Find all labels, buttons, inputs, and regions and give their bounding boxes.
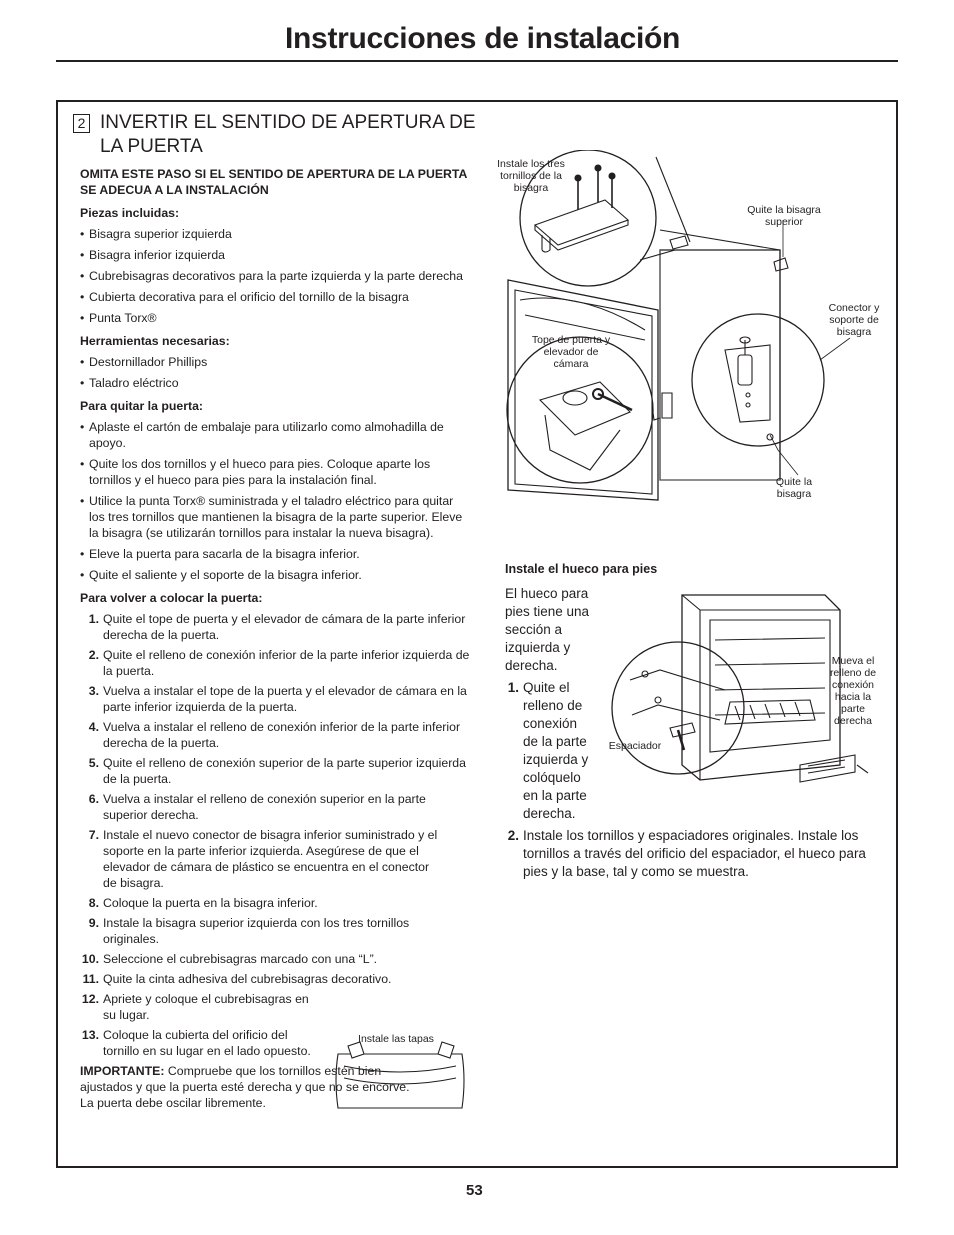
list-item: • Taladro eléctrico xyxy=(80,375,472,391)
step-number: 1. xyxy=(507,680,519,695)
caption-spacer: Espaciador xyxy=(608,740,662,752)
step-text: Coloque la cubierta del orificio del tornillo en su lugar en el lado opuesto. xyxy=(103,1028,311,1058)
caption-install-screws: Instale los tres tornillos de la bisagra xyxy=(497,158,565,194)
list-item xyxy=(80,791,472,823)
list-item xyxy=(80,647,472,679)
list-item xyxy=(80,755,472,787)
list-item: • Punta Torx® xyxy=(80,310,472,326)
step-text: Vuelva a instalar el relleno de conexión superior en la parte superior derecha. xyxy=(103,792,426,822)
step-text: Quite el relleno de conexión superior de la parte superior izquierda de la puerta. xyxy=(103,756,466,786)
list-item: • Aplaste el cartón de embalaje para utilizarlo como almohadilla de apoyo. xyxy=(80,419,472,451)
step-text: Quite el relleno de conexión de la parte izquierda y colóquelo en la parte derecha. xyxy=(523,680,589,821)
step-text: Quite el tope de puerta y el elevador de cámara de la parte inferior derecha de la puerta. xyxy=(103,612,466,642)
list-item: • Quite el saliente y el soporte de la bisagra inferior. xyxy=(80,567,472,583)
caption-remove-hinge: Quite la bisagra xyxy=(775,476,813,500)
list-item: • Cubrebisagras decorativos para la parte izquierda y la parte derecha xyxy=(80,268,472,284)
list-item xyxy=(80,991,472,1023)
tools-heading: Herramientas necesarias: xyxy=(80,334,230,348)
step-number: 1. xyxy=(88,612,99,626)
replace-door-heading: Para volver a colocar la puerta: xyxy=(80,591,263,605)
remove-door-list xyxy=(80,419,472,583)
step-text: Instale la bisagra superior izquierda con los tres tornillos originales. xyxy=(103,916,410,946)
step-text: Instale los tornillos y espaciadores originales. Instale los tornillos a través del orificio del espaciador, el hueco para pies y la base, tal y como se muestra. xyxy=(523,828,866,879)
caption-move-filler: Mueva el relleno de conexión hacia la parte derecha xyxy=(829,655,877,727)
step-text: Instale el nuevo conector de bisagra inferior suministrado y el soporte en la parte inferior izquierda. Asegúrese de que el elevador de cámara de plástico se encuentra en el conector de bisagra. xyxy=(103,828,438,890)
list-item: • Utilice la punta Torx® suministrada y el taladro eléctrico para quitar los tres tornillos que mantienen la bisagra de la parte superior. Eleve la bisagra (se utilizarán tornillos para instalar la nueva bisagra). xyxy=(80,493,472,541)
step-text: Vuelva a instalar el tope de la puerta y el elevador de cámara en la parte inferior izquierda de la puerta. xyxy=(103,684,467,714)
step-number-box: 2 xyxy=(73,114,90,133)
step-number: 2. xyxy=(507,828,519,843)
list-item xyxy=(80,683,472,715)
caption-door-stop: Tope de puerta y elevador de cámara xyxy=(531,334,611,370)
toe-kick-intro: El hueco para pies tiene una sección a izquierda y derecha. xyxy=(505,586,590,673)
caption-remove-top-hinge: Quite la bisagra superior xyxy=(747,204,821,228)
caption-connector: Conector y soporte de bisagra xyxy=(828,302,880,338)
list-item: • Destornillador Phillips xyxy=(80,354,472,370)
list-item: • Eleve la puerta para sacarla de la bisagra inferior. xyxy=(80,546,472,562)
step-number: 10. xyxy=(81,952,99,966)
warning-text: OMITA ESTE PASO SI EL SENTIDO DE APERTURA DE LA PUERTA SE ADECUA A LA INSTALACIÓN xyxy=(80,167,467,197)
step-text: Vuelva a instalar el relleno de conexión inferior de la parte inferior derecha de la puerta. xyxy=(103,720,461,750)
title-rule xyxy=(56,60,898,62)
section-title: INVERTIR EL SENTIDO DE APERTURA DE LA PUERTA xyxy=(100,112,476,157)
step-number: 9. xyxy=(88,916,99,930)
page-number: 53 xyxy=(466,1182,483,1199)
step-number: 8. xyxy=(88,896,99,910)
list-item: • Cubierta decorativa para el orificio del tornillo de la bisagra xyxy=(80,289,472,305)
step-number: 12. xyxy=(81,992,99,1006)
step-text: Quite el relleno de conexión inferior de la parte inferior izquierda de la puerta. xyxy=(103,648,470,678)
remove-door-heading: Para quitar la puerta: xyxy=(80,399,204,413)
step-number: 7. xyxy=(88,828,99,842)
step-text: Seleccione el cubrebisagras marcado con una “L”. xyxy=(103,952,378,966)
list-item xyxy=(80,719,472,751)
replace-door-steps xyxy=(80,611,472,1059)
parts-list xyxy=(80,226,472,326)
list-item: • Quite los dos tornillos y el hueco para pies. Coloque aparte los tornillos y el hueco para pies para la instalación final. xyxy=(80,456,472,488)
step-text: Apriete y coloque el cubrebisagras en su lugar. xyxy=(103,992,309,1022)
step-text: Quite la cinta adhesiva del cubrebisagras decorativo. xyxy=(103,972,392,986)
step-number: 3. xyxy=(88,684,99,698)
list-item: • Bisagra superior izquierda xyxy=(80,226,472,242)
page-title: Instrucciones de instalación xyxy=(285,22,681,55)
toe-kick-heading: Instale el hueco para pies xyxy=(505,562,658,576)
important-text: Compruebe que los tornillos estén bien ajustados y que la puerta esté derecha y que no se encorve. La puerta debe oscilar libremente. xyxy=(80,1064,410,1110)
list-item xyxy=(80,611,472,643)
step-text: Coloque la puerta en la bisagra inferior. xyxy=(103,896,318,910)
list-item xyxy=(80,827,472,891)
left-column xyxy=(80,166,472,1111)
important-label: IMPORTANTE: xyxy=(80,1064,165,1078)
caption-install-caps: Instale las tapas xyxy=(358,1033,434,1045)
list-item xyxy=(80,951,472,967)
list-item xyxy=(80,915,472,947)
list-item xyxy=(505,827,880,881)
step-number: 5. xyxy=(88,756,99,770)
step-number: 2. xyxy=(88,648,99,662)
list-item xyxy=(80,895,472,911)
step-number: 6. xyxy=(88,792,99,806)
list-item: • Bisagra inferior izquierda xyxy=(80,247,472,263)
parts-heading: Piezas incluidas: xyxy=(80,206,180,220)
step-number: 13. xyxy=(81,1028,99,1042)
step-number: 4. xyxy=(88,720,99,734)
step-number: 11. xyxy=(82,972,99,986)
list-item xyxy=(80,971,472,987)
tools-list xyxy=(80,354,472,391)
